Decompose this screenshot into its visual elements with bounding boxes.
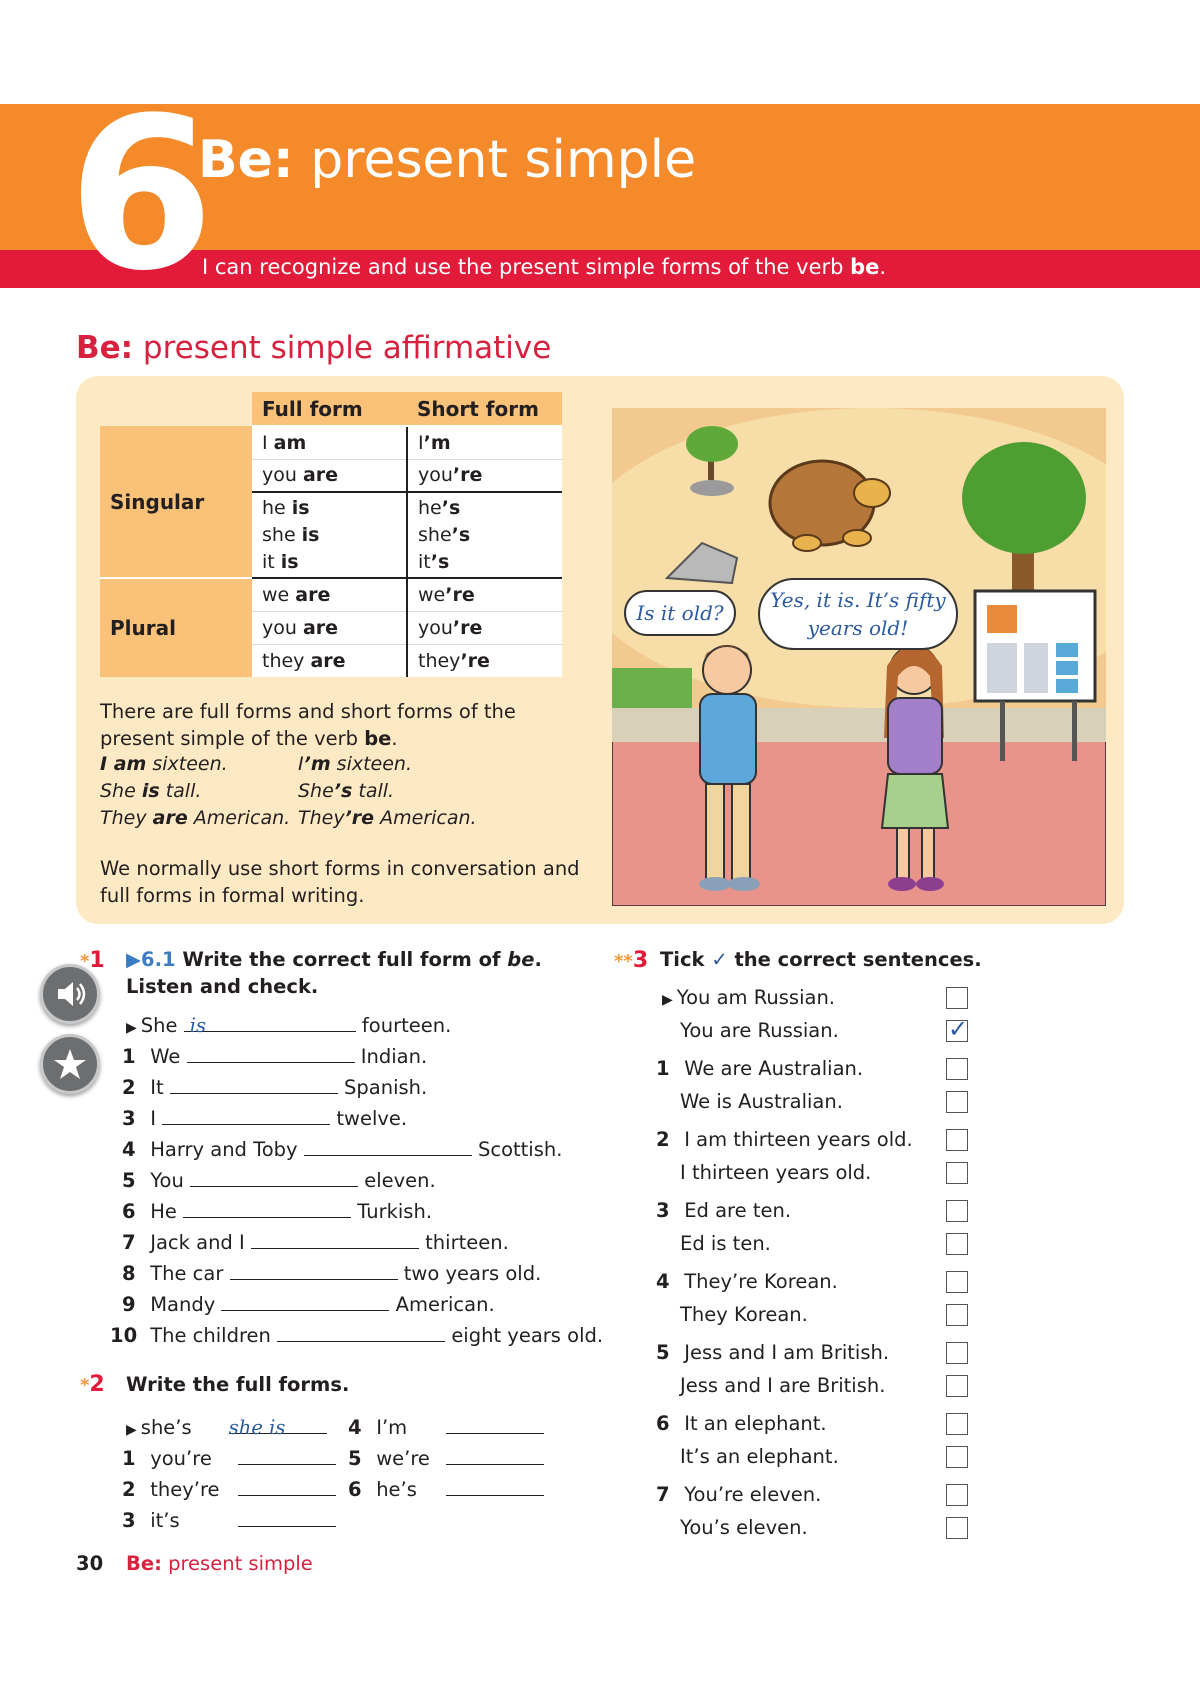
speaker-icon [43,967,97,1021]
checkbox[interactable] [946,1200,968,1222]
speech-bubble-boy: Is it old? [624,590,736,636]
example-arrow-icon: ▶ [126,1422,137,1438]
exercise-2-title: Write the full forms. [126,1373,350,1396]
exercise-2-item: 2 they’re [122,1478,336,1501]
checkbox[interactable] [946,1484,968,1506]
exercise-3-title: Tick ✓ the correct sentences. [660,948,982,971]
example-full: She is tall. [100,780,202,802]
table-cell: we’re [407,578,562,611]
exercise-1-number: *1 [80,948,105,973]
exercise-1-item: 4 Harry and Toby Scottish. [122,1138,563,1161]
checkbox[interactable] [946,1058,968,1080]
star-icon [43,1037,97,1091]
audio-button[interactable] [40,964,100,1024]
col-header-full: Full form [252,392,407,426]
exercise-3-item-alt: You’s eleven. [680,1516,808,1539]
star-button[interactable] [40,1034,100,1094]
answer-blank[interactable] [190,1169,358,1187]
exercise-3-item-alt: Jess and I are British. [680,1374,886,1397]
exercise-3-number: **3 [614,948,649,973]
row-label-singular: Singular [100,426,252,578]
page-number: 30 [76,1552,104,1575]
exercise-2-number: *2 [80,1372,105,1397]
checkbox[interactable] [946,1129,968,1151]
checkbox[interactable] [946,1091,968,1113]
exercise-3-example: ▶ You am Russian. [662,986,836,1009]
checkbox[interactable] [946,1304,968,1326]
answer-blank[interactable] [170,1076,338,1094]
table-cell: I’m [407,426,562,459]
exercise-3-item: 2 I am thirteen years old. [656,1128,913,1151]
checkbox[interactable] [946,1413,968,1435]
exercise-3-example: You are Russian. [680,1019,839,1042]
answer-blank[interactable] [251,1231,419,1249]
example-full: I am sixteen. [100,753,228,775]
answer-blank[interactable] [277,1324,445,1342]
answer-blank[interactable] [304,1138,472,1156]
answer-blank[interactable]: she is [229,1416,327,1434]
exercise-2-item: 1 you’re [122,1447,336,1470]
col-header-short: Short form [407,392,562,426]
checkbox[interactable] [946,1233,968,1255]
exercise-3-item-alt: I thirteen years old. [680,1161,872,1184]
exercise-3-item: 1 We are Australian. [656,1057,864,1080]
example-short: I’m sixteen. [298,753,412,775]
answer-blank[interactable] [221,1293,389,1311]
objective-text: I can recognize and use the present simple forms of the verb be. [202,255,887,279]
answer-blank[interactable] [238,1509,336,1527]
answer-blank[interactable] [162,1107,330,1125]
exercise-3-item-alt: Ed is ten. [680,1232,771,1255]
table-cell: you are [252,611,407,644]
example-arrow-icon: ▶ [662,992,673,1008]
checkbox[interactable] [946,1517,968,1539]
exercise-1-item: 10 The children eight years old. [110,1324,604,1347]
speech-bubble-girl: Yes, it is. It’s fifty years old! [758,578,958,650]
answer-blank[interactable] [187,1045,355,1063]
table-cell: he’s she’s it’s [407,492,562,578]
checkbox-checked[interactable] [946,1015,969,1043]
exercise-1-item: 8 The car two years old. [122,1262,542,1285]
note-intro: There are full forms and short forms of the present simple of the verb be. [100,700,516,750]
exercise-2-item: 6 he’s [348,1478,544,1501]
checkbox[interactable] [946,1162,968,1184]
difficulty-stars-icon: ** [614,951,633,972]
note-usage: We normally use short forms in conversation and full forms in formal writing. [100,857,580,907]
exercise-2-example: ▶ she’s she is [126,1416,327,1439]
table-cell: I am [252,426,407,459]
answer-blank[interactable] [230,1262,398,1280]
exercise-3-item-alt: It’s an elephant. [680,1445,839,1468]
exercise-1-item: 6 He Turkish. [122,1200,433,1223]
checkmark-icon: ✓ [948,1015,969,1043]
exercise-2-item: 4 I’m [348,1416,544,1439]
table-corner [100,392,252,426]
difficulty-star-icon: * [80,1375,90,1396]
unit-title: Be: present simple [198,130,697,190]
exercise-3-item-alt: We is Australian. [680,1090,843,1113]
table-cell: they are [252,644,407,677]
exercise-1-item: 2 It Spanish. [122,1076,428,1099]
answer-blank[interactable] [238,1447,336,1465]
checkbox[interactable] [946,1375,968,1397]
audio-track-ref: 6.1 [141,948,176,971]
unit-number: 6 [68,72,209,317]
answer-blank[interactable] [446,1478,544,1496]
table-cell: you’re [407,459,562,492]
table-cell: we are [252,578,407,611]
checkbox[interactable] [946,1342,968,1364]
exercise-1-item: 5 You eleven. [122,1169,436,1192]
answer-blank[interactable] [446,1416,544,1434]
grammar-table [100,392,562,677]
section-heading: Be: present simple affirmative [76,330,552,366]
table-cell: they’re [407,644,562,677]
zoo-illustration [612,408,1106,906]
exercise-1-title: ▶6.1 Write the correct full form of be. Listen and check. [126,948,542,998]
row-label-plural: Plural [100,578,252,677]
example-short: She’s tall. [298,780,395,802]
exercise-3-item: 5 Jess and I am British. [656,1341,890,1364]
table-cell: you’re [407,611,562,644]
difficulty-star-icon: * [80,951,90,972]
checkbox[interactable] [946,987,968,1009]
example-full: They are American. [100,807,291,829]
exercise-3-item: 3 Ed are ten. [656,1199,792,1222]
audio-track-icon[interactable]: ▶ [126,948,141,971]
example-arrow-icon: ▶ [126,1020,137,1036]
answer-blank[interactable] [183,1200,351,1218]
table-cell: he is she is it is [252,492,407,578]
answer-blank[interactable] [238,1478,336,1496]
exercise-2-item: 3 it’s [122,1509,336,1532]
exercise-3-item: 4 They’re Korean. [656,1270,838,1293]
example-short: They’re American. [298,807,477,829]
tick-icon: ✓ [711,948,728,971]
answer-blank[interactable] [446,1447,544,1465]
exercise-3-item-alt: They Korean. [680,1303,808,1326]
footer-title: Be: present simple [126,1552,313,1575]
exercise-3-item: 7 You’re eleven. [656,1483,822,1506]
answer-blank[interactable]: is [184,1014,356,1032]
table-cell: you are [252,459,407,492]
zoo-scene-image [612,408,1106,906]
exercise-1-item: 9 Mandy American. [122,1293,495,1316]
exercise-1-item: 7 Jack and I thirteen. [122,1231,509,1254]
exercise-1-item: 1 We Indian. [122,1045,428,1068]
checkbox[interactable] [946,1271,968,1293]
exercise-1-example: ▶ She is fourteen. [126,1014,452,1037]
checkbox[interactable] [946,1446,968,1468]
exercise-2-item: 5 we’re [348,1447,544,1470]
exercise-3-item: 6 It an elephant. [656,1412,827,1435]
exercise-1-item: 3 I twelve. [122,1107,408,1130]
